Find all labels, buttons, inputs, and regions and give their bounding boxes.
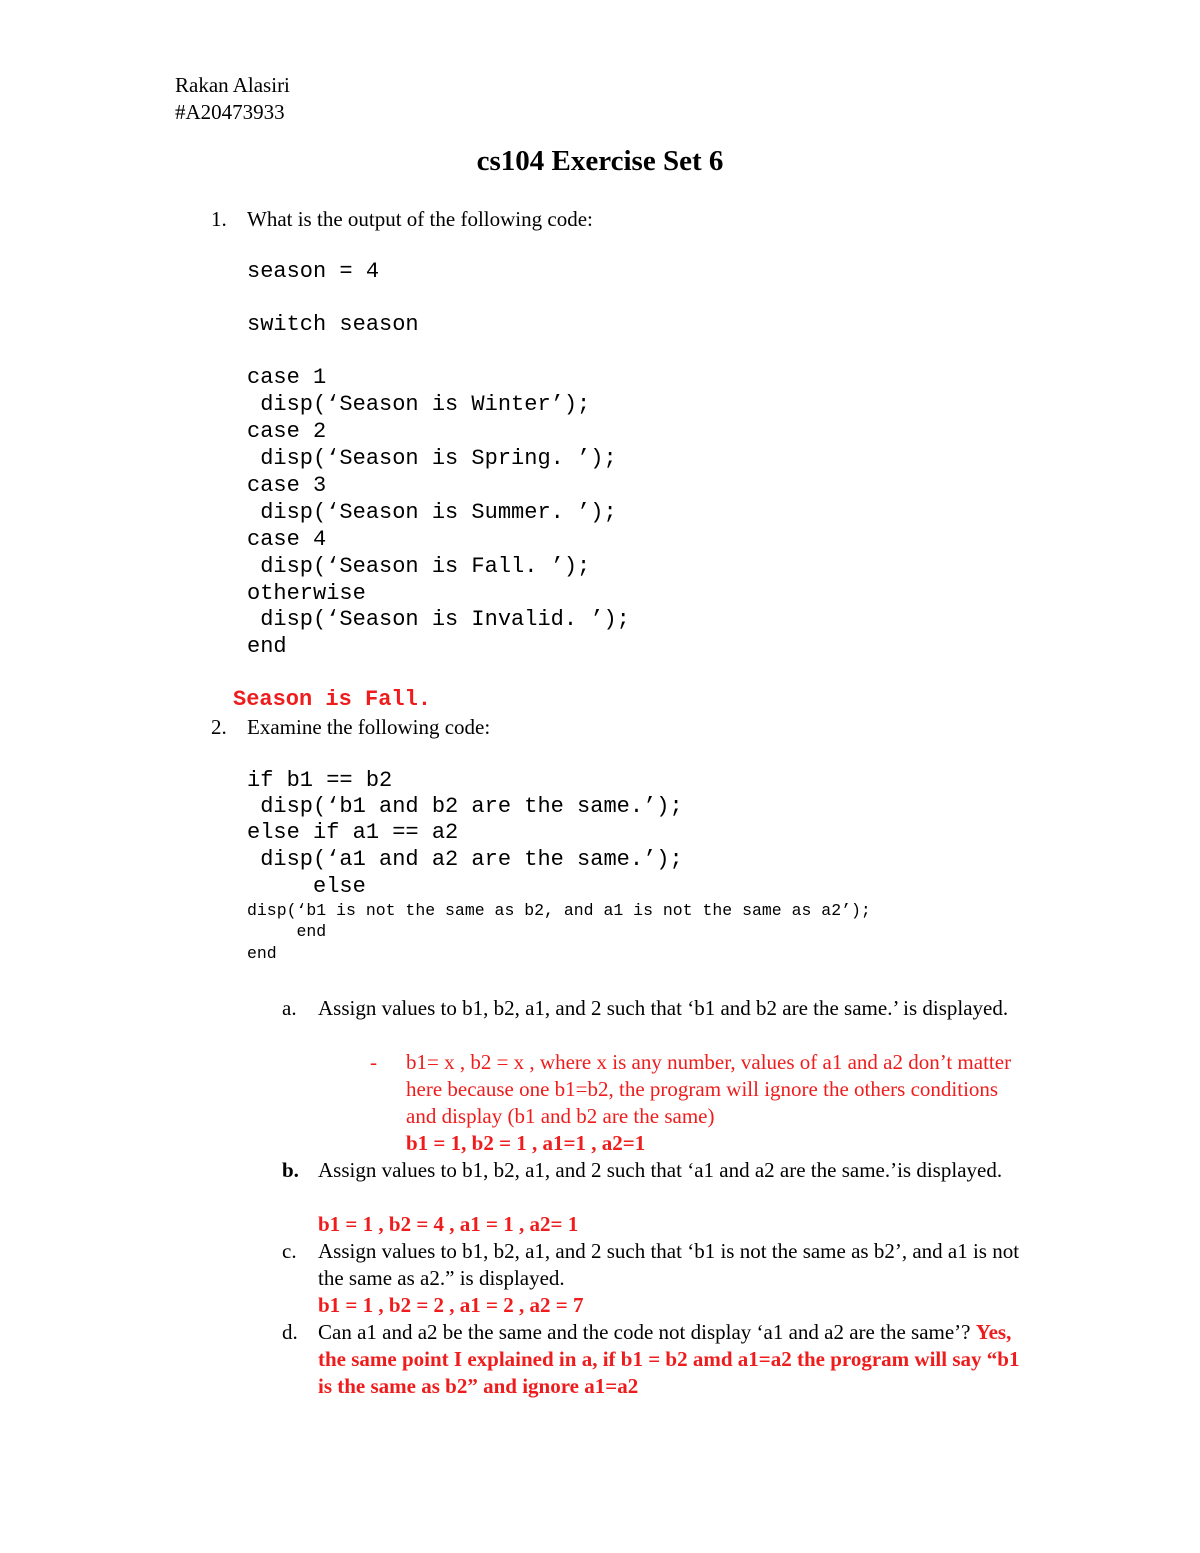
q2-code-line: else if a1 == a2	[247, 820, 459, 845]
q2-code-line-small: end	[247, 944, 277, 963]
q2-code-line: disp(‘b1 and b2 are the same.’);	[247, 794, 683, 819]
q2-code-line-small: disp(‘b1 is not the same as b2, and a1 is not the same as a2’);	[247, 901, 871, 920]
q2d-prompt: Can a1 and a2 be the same and the code not display ‘a1 and a2 are the same’?	[318, 1320, 971, 1344]
q2-code-line-small: end	[247, 922, 327, 941]
q1-code-line: case 3	[247, 473, 327, 498]
q1-code-line: switch season	[247, 312, 419, 337]
q2a-answer: b1 = 1, b2 = 1 , a1=1 , a2=1	[406, 1131, 646, 1155]
q2-prompt: Examine the following code:	[247, 715, 491, 739]
q2b-label: b.	[282, 1158, 299, 1182]
q2d-text	[318, 1319, 1038, 1400]
q2-number: 2.	[211, 715, 227, 739]
q2c-label: c.	[282, 1239, 297, 1263]
q1-prompt: What is the output of the following code:	[247, 207, 593, 231]
q2c-answer: b1 = 1 , b2 = 2 , a1 = 2 , a2 = 7	[318, 1293, 584, 1317]
q2d-label: d.	[282, 1320, 298, 1344]
q1-code-line: season = 4	[247, 259, 380, 284]
q2c-prompt: Assign values to b1, b2, a1, and 2 such that ‘b1 is not the same as b2’, and a1 is not the same as a2.” is displayed.	[318, 1239, 1020, 1290]
q2-code-line: disp(‘a1 and a2 are the same.’);	[247, 847, 683, 872]
q1-number: 1.	[211, 207, 227, 231]
q1-code-line: disp(‘Season is Fall. ’);	[247, 554, 591, 579]
q2-code-line: else	[247, 874, 366, 899]
q2d-answer: Yes, the same point I explained in a, if b1 = b2 amd a1=a2 the program will say “b1 is the same as b2” and ignore a1=a2	[318, 1320, 1020, 1398]
q1-code-line: disp(‘Season is Invalid. ’);	[247, 607, 630, 632]
q2a-bullet: -	[370, 1050, 377, 1074]
q1-code-line: case 2	[247, 419, 327, 444]
q2a-explanation: b1= x , b2 = x , where x is any number, values of a1 and a2 don’t matter here because one b1=b2, the program will ignore the others conditions and display (b1 and b2 are the same)	[406, 1050, 1012, 1128]
q1-code-line: otherwise	[247, 581, 366, 606]
q2a-label: a.	[282, 996, 297, 1020]
q1-code-line: end	[247, 634, 287, 659]
q1-answer: Season is Fall.	[233, 687, 432, 712]
student-id: #A20473933	[175, 100, 285, 124]
q1-code-line: case 1	[247, 365, 327, 390]
q2a-prompt: Assign values to b1, b2, a1, and 2 such that ‘b1 and b2 are the same.’ is displayed.	[318, 996, 1009, 1020]
author-name: Rakan Alasiri	[175, 73, 290, 97]
page-title: cs104 Exercise Set 6	[476, 145, 724, 177]
q2-code-line: if b1 == b2	[247, 768, 393, 793]
q2b-prompt: Assign values to b1, b2, a1, and 2 such that ‘a1 and a2 are the same.’is displayed.	[318, 1158, 1003, 1182]
q1-code-line: case 4	[247, 527, 327, 552]
q1-code-line: disp(‘Season is Spring. ’);	[247, 446, 617, 471]
q2b-answer: b1 = 1 , b2 = 4 , a1 = 1 , a2= 1	[318, 1212, 579, 1236]
q1-code-line: disp(‘Season is Summer. ’);	[247, 500, 617, 525]
q1-code-line: disp(‘Season is Winter’);	[247, 392, 591, 417]
